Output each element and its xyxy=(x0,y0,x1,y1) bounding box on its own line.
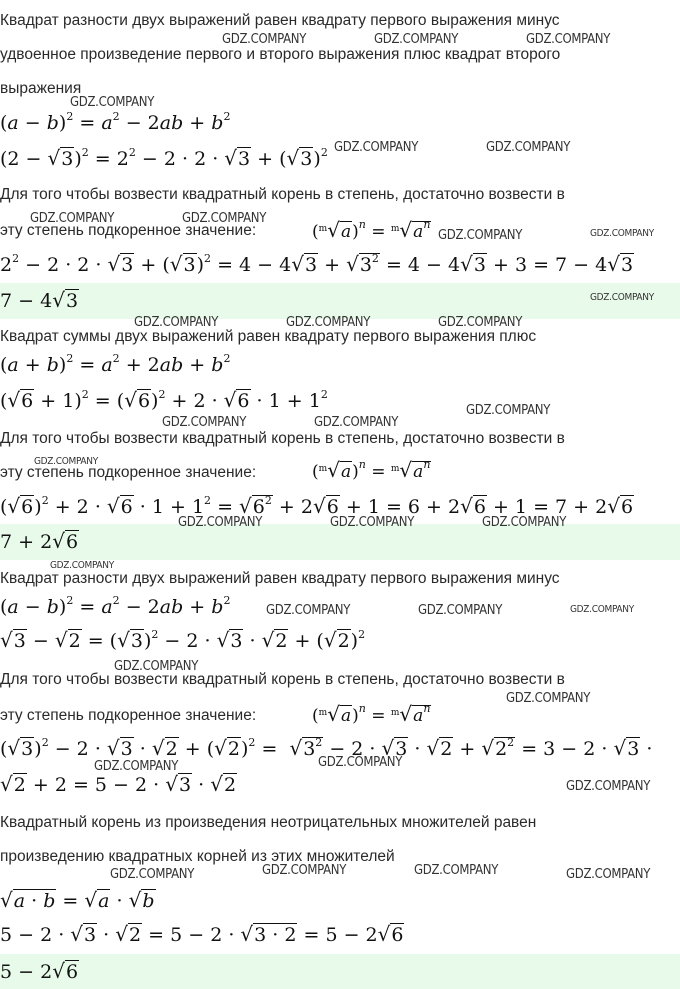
watermark: GDZ.COMPANY xyxy=(110,867,195,882)
calculation: 5 − 2 · √3 · √2 = 5 − 2 · √3 · 2 = 5 − 2√6 xyxy=(0,922,404,946)
watermark: GDZ.COMPANY xyxy=(94,759,179,774)
watermark: GDZ.COMPANY xyxy=(466,403,551,418)
rule-text: эту степень подкоренное значение: xyxy=(0,222,257,239)
watermark: GDZ.COMPANY xyxy=(590,228,654,239)
formula-apply: $(√6 + 1)^2 = (√6)^2 + 2 \cdot √6 \cdot 1 + 1^2$ xyxy=(0,388,328,412)
watermark: GDZ.COMPANY xyxy=(314,415,399,430)
watermark: GDZ.COMPANY xyxy=(134,315,219,330)
watermark: GDZ.COMPANY xyxy=(162,415,247,430)
rule-text: выражения xyxy=(0,80,82,97)
watermark: GDZ.COMPANY xyxy=(70,95,155,110)
watermark: GDZ.COMPANY xyxy=(482,515,567,530)
watermark: GDZ.COMPANY xyxy=(286,315,371,330)
answer: 7 − 4√3 xyxy=(0,288,79,312)
watermark: GDZ.COMPANY xyxy=(486,140,571,155)
answer: 5 − 2√6 xyxy=(0,959,79,983)
watermark: GDZ.COMPANY xyxy=(418,603,503,618)
product-formula: √a · b = √a · √b xyxy=(0,888,155,912)
watermark: GDZ.COMPANY xyxy=(178,515,263,530)
watermark: GDZ.COMPANY xyxy=(414,863,499,878)
watermark: GDZ.COMPANY xyxy=(114,659,199,674)
watermark: GDZ.COMPANY xyxy=(262,863,347,878)
answer: 7 + 2√6 xyxy=(0,529,79,553)
watermark: GDZ.COMPANY xyxy=(590,292,654,303)
power-formula: $(^m√a)^n = ^m√a^n$ xyxy=(312,218,431,242)
rule-text: произведению квадратных корней из этих множителей xyxy=(0,848,395,865)
watermark: GDZ.COMPANY xyxy=(570,604,634,615)
watermark: GDZ.COMPANY xyxy=(318,755,403,770)
watermark: GDZ.COMPANY xyxy=(566,779,651,794)
calculation: $(√3)^2 - 2 \cdot √3 \cdot √2 + (√2)^2 = √3^2 - 2 \cdot √3 \cdot √2 + √2^2 = 3 - 2 \cdot √3$ · xyxy=(0,736,653,760)
watermark: GDZ.COMPANY xyxy=(222,32,307,47)
calculation: $(√6)^2 + 2 \cdot √6 \cdot 1 + 1^2 = √6^2 + 2√6 + 1 = 6 + 2√6 + 1 = 7 + 2√6$ xyxy=(0,494,634,518)
power-formula: $(^m√a)^n = ^m√a^n$ xyxy=(312,458,431,482)
answer-box xyxy=(0,954,680,989)
watermark: GDZ.COMPANY xyxy=(438,315,523,330)
rule-text: Квадрат суммы двух выражений равен квадрату первого выражения плюс xyxy=(0,328,537,345)
watermark: GDZ.COMPANY xyxy=(182,211,267,226)
watermark: GDZ.COMPANY xyxy=(266,603,351,618)
answer-box xyxy=(0,283,680,319)
rule-text: эту степень подкоренное значение: xyxy=(0,464,257,481)
rule-text: Для того чтобы возвести квадратный корень в степень, достаточно возвести в xyxy=(0,186,565,203)
calculation: $2^2 - 2 \cdot 2 \cdot √3 + (√3)^2 = 4 - 4√3 + √3^2 = 4 - 4√3 + 3 = 7 - 4√3$ xyxy=(0,252,634,276)
power-formula: $(^m√a)^n = ^m√a^n$ xyxy=(312,702,431,726)
watermark: GDZ.COMPANY xyxy=(374,32,459,47)
formula-square-difference: $(a - b)^2 = a^2 - 2ab + b^2$ xyxy=(0,594,231,618)
watermark: GDZ.COMPANY xyxy=(50,560,114,571)
watermark: GDZ.COMPANY xyxy=(438,228,523,243)
watermark: GDZ.COMPANY xyxy=(526,32,611,47)
rule-text: Для того чтобы возвести квадратный корень в степень, достаточно возвести в xyxy=(0,430,565,447)
rule-text: удвоенное произведение первого и второго выражения плюс квадрат второго xyxy=(0,46,561,63)
formula-square-sum: $(a + b)^2 = a^2 + 2ab + b^2$ xyxy=(0,352,231,376)
watermark: GDZ.COMPANY xyxy=(334,140,419,155)
watermark: GDZ.COMPANY xyxy=(34,456,98,467)
rule-text: Квадрат разности двух выражений равен квадрату первого выражения минус xyxy=(0,570,560,587)
rule-text: Для того чтобы возвести квадратный корень в степень, достаточно возвести в xyxy=(0,671,565,688)
watermark: GDZ.COMPANY xyxy=(330,515,415,530)
rule-text: эту степень подкоренное значение: xyxy=(0,707,257,724)
watermark: GDZ.COMPANY xyxy=(506,691,591,706)
formula-apply: $√3 - √2 = (√3)^2 - 2 \cdot √3 \cdot √2 + (√2)^2$ xyxy=(0,628,366,652)
calculation: √2 + 2 = 5 − 2 · √3 · √2 xyxy=(0,772,237,796)
rule-text: Квадратный корень из произведения неотрицательных множителей равен xyxy=(0,814,537,831)
watermark: GDZ.COMPANY xyxy=(566,867,651,882)
rule-text: Квадрат разности двух выражений равен квадрату первого выражения минус xyxy=(0,12,560,29)
formula-square-difference: $(a - b)^2 = a^2 - 2ab + b^2$ xyxy=(0,110,231,134)
formula-apply: $(2 - √3)^2 = 2^2 - 2 \cdot 2 \cdot √3 + (√3)^2$ xyxy=(0,146,328,170)
watermark: GDZ.COMPANY xyxy=(30,211,115,226)
